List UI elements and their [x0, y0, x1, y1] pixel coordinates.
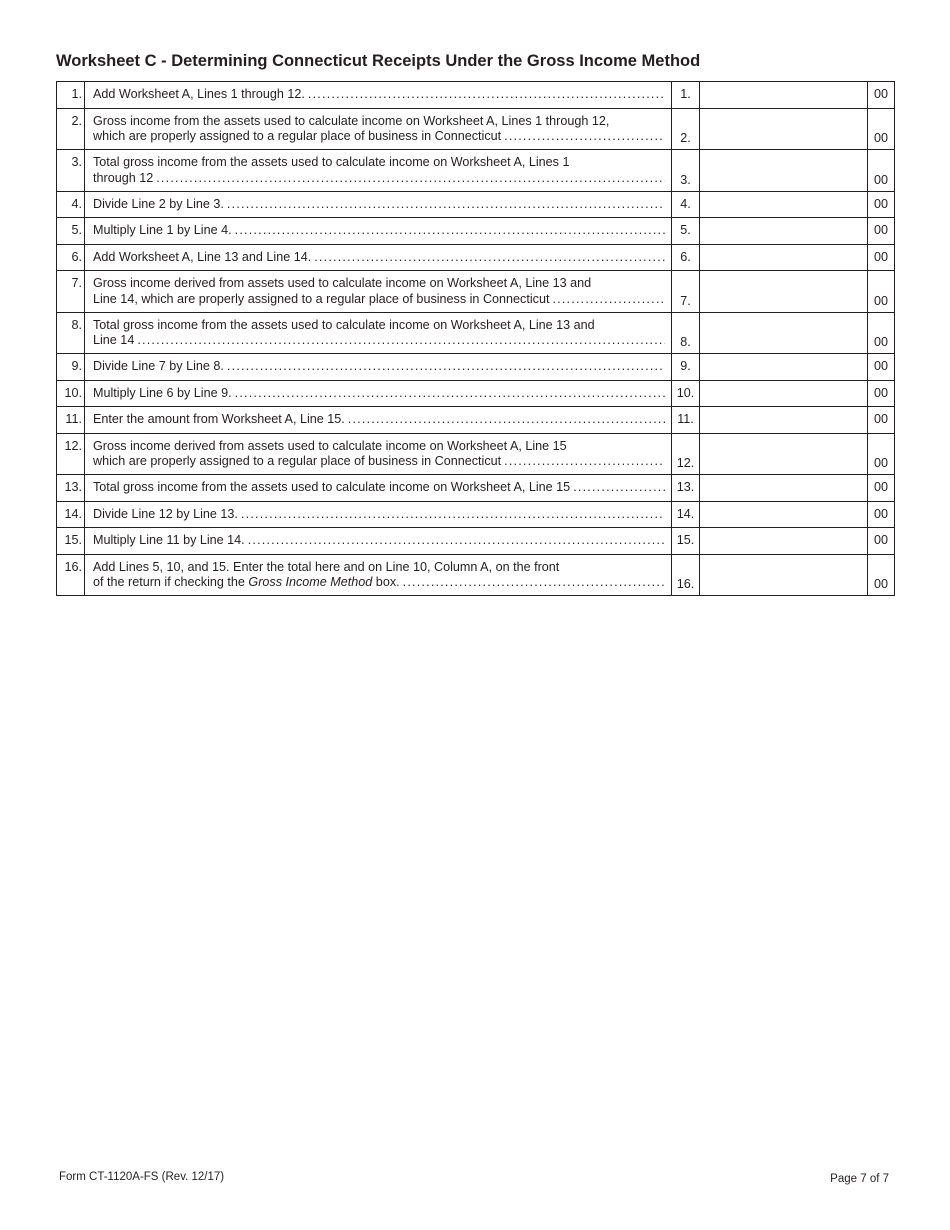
line-reference: 2.	[672, 108, 700, 150]
amount-entry-field[interactable]	[700, 475, 868, 502]
line-description-text: which are properly assigned to a regular place of business in Connecticut	[93, 129, 502, 143]
line-description-text: Add Worksheet A, Lines 1 through 12.	[93, 87, 305, 101]
line-description-text: Divide Line 7 by Line 8.	[93, 359, 224, 373]
line-number: 3.	[57, 150, 85, 192]
line-reference: 5.	[672, 218, 700, 245]
line-number: 11.	[57, 407, 85, 434]
amount-entry-field[interactable]	[700, 244, 868, 271]
method-name-italic: Gross Income Method	[248, 575, 373, 589]
dot-leader	[403, 575, 665, 591]
amount-entry-field[interactable]	[700, 108, 868, 150]
line-number: 9.	[57, 354, 85, 381]
dot-leader	[314, 250, 665, 266]
line-description-text: Total gross income from the assets used to calculate income on Worksheet A, Lines 1	[93, 155, 570, 169]
amount-entry-field[interactable]	[700, 354, 868, 381]
line-description-text: Multiply Line 6 by Line 9.	[93, 385, 232, 400]
line-number: 5.	[57, 218, 85, 245]
line-number: 4.	[57, 191, 85, 218]
line-reference: 15.	[672, 528, 700, 555]
line-description-text: Divide Line 2 by Line 3.	[93, 196, 224, 211]
amount-entry-field[interactable]	[700, 191, 868, 218]
dot-leader	[504, 129, 665, 145]
line-description-text: Gross income derived from assets used to calculate income on Worksheet A, Line 15	[93, 438, 567, 453]
line-description	[85, 528, 672, 555]
line-description	[85, 108, 672, 150]
amount-entry-field[interactable]	[700, 150, 868, 192]
line-reference: 12.	[672, 433, 700, 475]
cents-field: 00	[868, 354, 895, 381]
cents-field: 00	[868, 407, 895, 434]
amount-entry-field[interactable]	[700, 528, 868, 555]
line-description	[85, 554, 672, 596]
line-description-text: Total gross income from the assets used to calculate income on Worksheet A, Line 15	[93, 480, 571, 494]
dot-leader	[308, 87, 665, 103]
line-description-text: Gross income derived from assets used to calculate income on Worksheet A, Line 13 and	[93, 276, 592, 290]
worksheet-line-row	[57, 244, 895, 271]
line-description	[85, 354, 672, 381]
line-description	[85, 82, 672, 109]
worksheet-line-row	[57, 380, 895, 407]
worksheet-line-row	[57, 108, 895, 150]
line-description-text: Multiply Line 11 by Line 14.	[93, 533, 245, 547]
worksheet-line-row	[57, 475, 895, 502]
cents-field: 00	[868, 82, 895, 109]
line-number: 13.	[57, 475, 85, 502]
cents-field: 00	[868, 433, 895, 475]
line-number: 1.	[57, 82, 85, 109]
dot-leader	[504, 454, 665, 470]
form-identifier: Form CT-1120A-FS (Rev. 12/17)	[59, 1171, 225, 1183]
dot-leader	[552, 292, 665, 308]
line-description-text: Line 14, which are properly assigned to a regular place of business in Connecticut	[93, 291, 550, 306]
line-description	[85, 218, 672, 245]
cents-field: 00	[868, 501, 895, 528]
line-reference: 16.	[672, 554, 700, 596]
cents-field: 00	[868, 475, 895, 502]
line-reference: 11.	[672, 407, 700, 434]
line-description	[85, 475, 672, 502]
cents-field: 00	[868, 150, 895, 192]
line-number: 6.	[57, 244, 85, 271]
worksheet-line-row	[57, 407, 895, 434]
line-description	[85, 380, 672, 407]
line-reference: 9.	[672, 354, 700, 381]
cents-field: 00	[868, 380, 895, 407]
line-number: 8.	[57, 312, 85, 354]
worksheet-line-row	[57, 218, 895, 245]
page-number: Page 7 of 7	[830, 1173, 889, 1185]
line-description-text: Line 14	[93, 333, 135, 347]
line-description-text: box.	[372, 575, 400, 589]
amount-entry-field[interactable]	[700, 433, 868, 475]
line-description-text: Total gross income from the assets used to calculate income on Worksheet A, Line 13 and	[93, 317, 595, 332]
line-reference: 10.	[672, 380, 700, 407]
line-description	[85, 271, 672, 313]
line-description	[85, 150, 672, 192]
line-reference: 6.	[672, 244, 700, 271]
amount-entry-field[interactable]	[700, 218, 868, 245]
line-description-text: Divide Line 12 by Line 13.	[93, 506, 238, 521]
line-description-text: of the return if checking the	[93, 575, 249, 589]
worksheet-line-row	[57, 501, 895, 528]
line-description-text: Add Lines 5, 10, and 15. Enter the total here and on Line 10, Column A, on the front	[93, 559, 560, 574]
line-reference: 4.	[672, 191, 700, 218]
dot-leader	[348, 412, 665, 428]
dot-leader	[227, 197, 665, 213]
line-number: 12.	[57, 433, 85, 475]
dot-leader	[137, 333, 665, 349]
worksheet-table	[56, 81, 895, 596]
cents-field: 00	[868, 191, 895, 218]
line-description-text: Enter the amount from Worksheet A, Line 15.	[93, 412, 345, 426]
worksheet-line-row	[57, 82, 895, 109]
worksheet-line-row	[57, 271, 895, 313]
amount-entry-field[interactable]	[700, 554, 868, 596]
cents-field: 00	[868, 271, 895, 313]
amount-entry-field[interactable]	[700, 271, 868, 313]
worksheet-line-row	[57, 554, 895, 596]
dot-leader	[241, 507, 665, 523]
line-description-text: which are properly assigned to a regular place of business in Connecticut	[93, 454, 502, 468]
worksheet-line-row	[57, 191, 895, 218]
line-reference: 8.	[672, 312, 700, 354]
cents-field: 00	[868, 528, 895, 555]
line-description	[85, 244, 672, 271]
worksheet-line-row	[57, 150, 895, 192]
amount-entry-field[interactable]	[700, 380, 868, 407]
worksheet-line-row	[57, 354, 895, 381]
worksheet-line-row	[57, 528, 895, 555]
line-description-text: through 12	[93, 170, 154, 185]
dot-leader	[235, 386, 665, 402]
cents-field: 00	[868, 218, 895, 245]
cents-field: 00	[868, 312, 895, 354]
line-reference: 14.	[672, 501, 700, 528]
cents-field: 00	[868, 554, 895, 596]
line-description	[85, 433, 672, 475]
line-reference: 13.	[672, 475, 700, 502]
line-number: 2.	[57, 108, 85, 150]
amount-entry-field[interactable]	[700, 82, 868, 109]
line-number: 14.	[57, 501, 85, 528]
amount-entry-field[interactable]	[700, 501, 868, 528]
worksheet-line-row	[57, 433, 895, 475]
line-description	[85, 407, 672, 434]
amount-entry-field[interactable]	[700, 312, 868, 354]
line-description-text: Add Worksheet A, Line 13 and Line 14.	[93, 249, 312, 264]
line-number: 15.	[57, 528, 85, 555]
line-number: 16.	[57, 554, 85, 596]
line-number: 10.	[57, 380, 85, 407]
amount-entry-field[interactable]	[700, 407, 868, 434]
line-description	[85, 312, 672, 354]
line-number: 7.	[57, 271, 85, 313]
dot-leader	[227, 359, 665, 375]
cents-field: 00	[868, 244, 895, 271]
line-reference: 3.	[672, 150, 700, 192]
line-description	[85, 191, 672, 218]
dot-leader	[248, 533, 665, 549]
line-reference: 1.	[672, 82, 700, 109]
dot-leader	[573, 480, 665, 496]
line-reference: 7.	[672, 271, 700, 313]
worksheet-line-row	[57, 312, 895, 354]
line-description	[85, 501, 672, 528]
dot-leader	[156, 171, 665, 187]
dot-leader	[235, 223, 665, 239]
cents-field: 00	[868, 108, 895, 150]
line-description-text: Gross income from the assets used to calculate income on Worksheet A, Lines 1 through 12,	[93, 113, 610, 128]
line-description-text: Multiply Line 1 by Line 4.	[93, 223, 232, 237]
worksheet-title: Worksheet C - Determining Connecticut Receipts Under the Gross Income Method	[56, 52, 701, 70]
